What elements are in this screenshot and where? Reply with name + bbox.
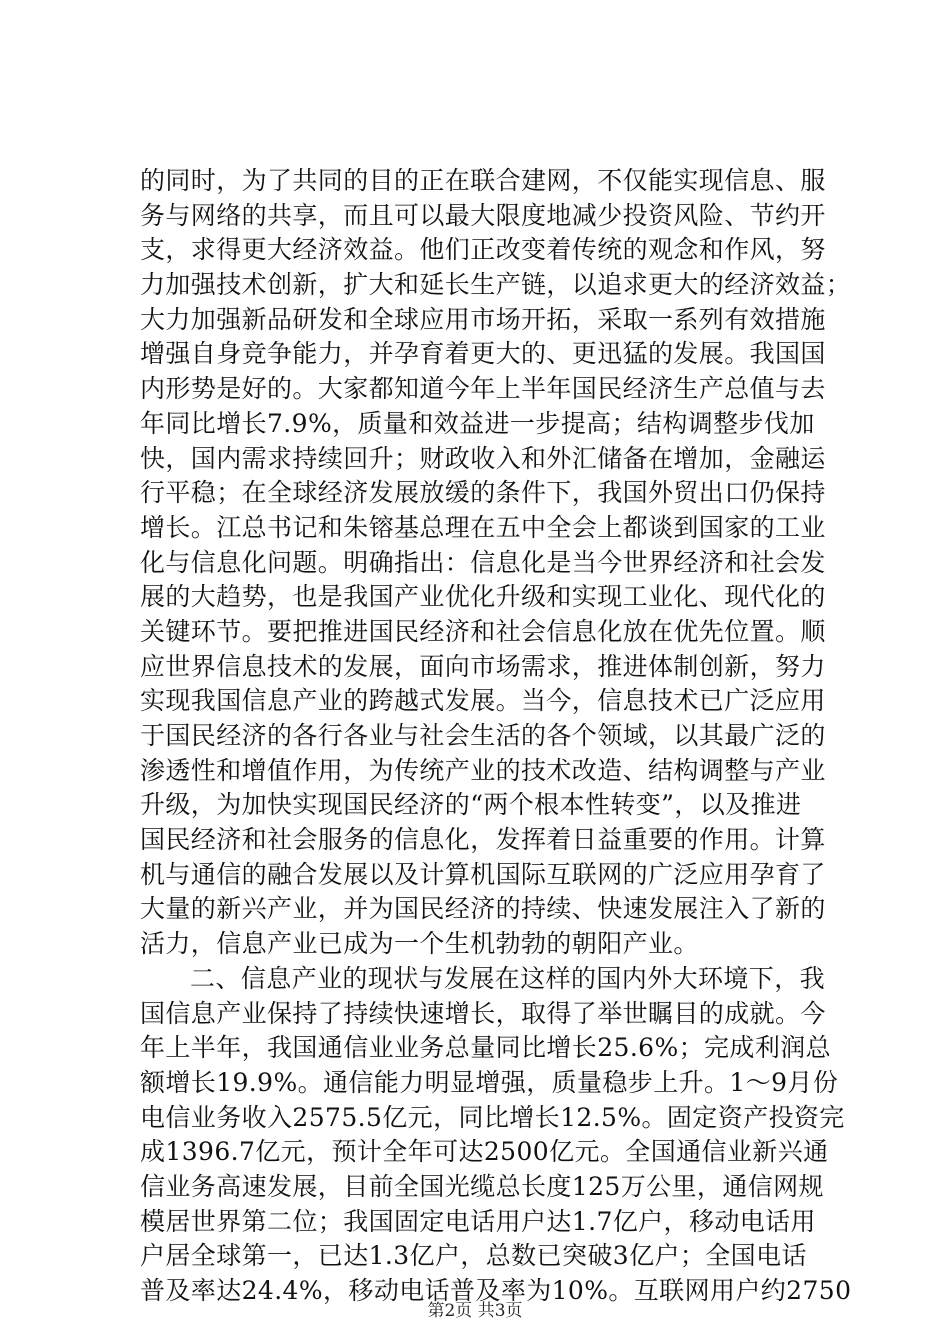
text-line: 信业务高速发展，目前全国光缆总长度125万公里，通信网规	[140, 1171, 824, 1201]
text-line: 增强自身竞争能力，并孕育着更大的、更迅猛的发展。我国国	[140, 339, 826, 369]
text-line: 支，求得更大经济效益。他们正改变着传统的观念和作风，努	[140, 235, 826, 265]
text-line: 于国民经济的各行各业与社会生活的各个领域，以其最广泛的	[140, 721, 826, 750]
text-line: 电信业务收入2575.5亿元，同比增长12.5%。固定资产投资完	[140, 1102, 845, 1132]
text-line: 的同时，为了共同的目的正在联合建网，不仅能实现信息、服	[140, 166, 826, 195]
text-line: 年上半年，我国通信业业务总量同比增长25.6%；完成利润总	[140, 1033, 832, 1063]
text-line: 成1396.7亿元，预计全年可达2500亿元。全国通信业新兴通	[140, 1137, 829, 1167]
text-line: 增长。江总书记和朱镕基总理在五中全会上都谈到国家的工业	[140, 512, 826, 542]
text-line: 展的大趋势，也是我国产业优化升级和实现工业化、现代化的	[140, 582, 826, 612]
text-line: 渗透性和增值作用，为传统产业的技术改造、结构调整与产业	[140, 755, 826, 785]
text-line: 升级，为加快实现国民经济的“两个根本性转变”，以及推进	[140, 790, 802, 820]
page-indicator: 第2页 共3页	[427, 1301, 523, 1321]
text-line: 户居全球第一，已达1.3亿户，总数已突破3亿户；全国电话	[140, 1241, 807, 1271]
text-line: 实现我国信息产业的跨越式发展。当今，信息技术已广泛应用	[140, 686, 826, 716]
text-line: 机与通信的融合发展以及计算机国际互联网的广泛应用孕育了	[140, 859, 826, 889]
text-line: 大量的新兴产业，并为国民经济的持续、快速发展注入了新的	[140, 894, 826, 924]
text-line: 内形势是好的。大家都知道今年上半年国民经济生产总值与去	[140, 374, 826, 404]
text-line: 普及率达24.4%，移动电话普及率为10%。互联网用户约2750	[140, 1276, 852, 1305]
text-line: 务与网络的共享，而且可以最大限度地减少投资风险、节约开	[140, 200, 826, 230]
text-line: 力加强技术创新，扩大和延长生产链，以追求更大的经济效益；	[140, 270, 852, 300]
section-heading-line: 二、信息产业的现状与发展在这样的国内外大环境下，我	[190, 963, 826, 993]
text-line: 活力，信息产业已成为一个生机勃勃的朝阳产业。	[140, 929, 699, 959]
text-line: 年同比增长7.9%，质量和效益进一步提高；结构调整步伐加	[140, 408, 815, 438]
body-text	[140, 164, 852, 1309]
text-line: 国民经济和社会服务的信息化，发挥着日益重要的作用。计算	[140, 825, 826, 855]
text-line: 关键环节。要把推进国民经济和社会信息化放在优先位置。顺	[140, 616, 826, 646]
text-line: 模居世界第二位；我国固定电话用户达1.7亿户，移动电话用	[140, 1206, 816, 1236]
text-line: 额增长19.9%。通信能力明显增强，质量稳步上升。1～9月份	[140, 1067, 839, 1097]
text-line: 化与信息化问题。明确指出：信息化是当今世界经济和社会发	[140, 547, 826, 577]
text-line: 应世界信息技术的发展，面向市场需求，推进体制创新，努力	[140, 651, 826, 681]
page-footer	[0, 1300, 950, 1322]
text-line: 快，国内需求持续回升；财政收入和外汇储备在增加，金融运	[140, 443, 826, 473]
text-line: 大力加强新品研发和全球应用市场开拓，采取一系列有效措施	[140, 304, 826, 334]
text-line: 国信息产业保持了持续快速增长，取得了举世瞩目的成就。今	[140, 998, 826, 1028]
text-line: 行平稳；在全球经济发展放缓的条件下，我国外贸出口仍保持	[140, 478, 826, 508]
